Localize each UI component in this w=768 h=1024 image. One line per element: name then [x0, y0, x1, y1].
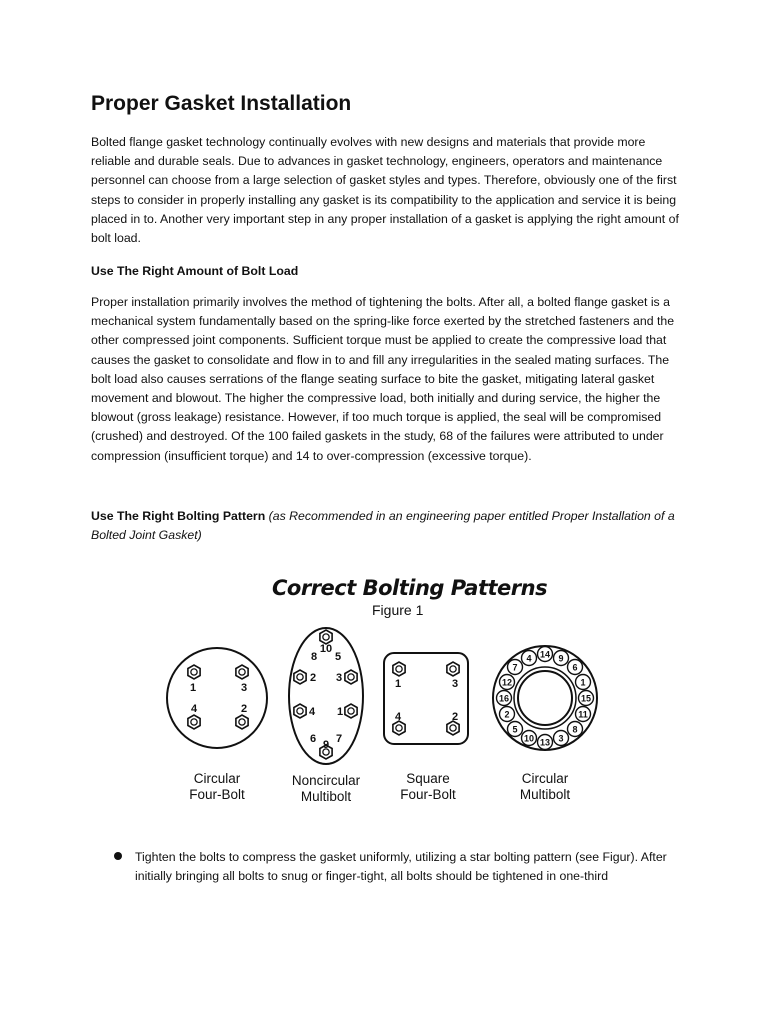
bolt-hex-icon [393, 662, 405, 676]
caption-noncircular-multibolt [271, 773, 381, 805]
bolt-number-label: 5 [334, 651, 342, 663]
circular-flange-outline [167, 648, 267, 748]
multibolt-bore [518, 671, 572, 725]
bolt-hex-icon [345, 704, 357, 718]
bolt-number-label: 9 [558, 653, 564, 664]
bolt-number-label: 11 [578, 709, 588, 720]
bolt-number-label: 9 [322, 739, 330, 751]
square-four-bolt-diagram [384, 653, 468, 744]
bolt-hole [323, 634, 329, 640]
bolt-hole [191, 719, 197, 725]
bolt-number-label: 3 [335, 672, 343, 684]
bolt-number-label: 10 [319, 643, 333, 655]
bolt-hex-icon [236, 715, 248, 729]
section-heading-bolting-pattern-text: Use The Right Bolting Pattern [91, 509, 266, 523]
bullet-marker [114, 852, 122, 860]
circular-four-bolt-diagram [167, 648, 267, 748]
bolt-number-label: 1 [394, 678, 402, 690]
bolt-number-label: 3 [451, 678, 459, 690]
bolt-number-label: 12 [501, 677, 513, 688]
bolt-number-label: 14 [539, 649, 551, 660]
bolt-number-label: 15 [580, 693, 592, 704]
bolt-hex-icon [236, 665, 248, 679]
bolt-number-label: 2 [504, 709, 510, 720]
section-heading-bolt-load: Use The Right Amount of Bolt Load [91, 264, 299, 278]
bolt-hole [348, 708, 354, 714]
bolt-hex-icon [294, 704, 306, 718]
bolt-hole [297, 708, 303, 714]
bolt-number-label: 6 [572, 662, 578, 673]
bolt-number-label: 1 [580, 677, 586, 688]
bolt-number-label: 7 [335, 733, 343, 745]
bolt-number-label: 16 [498, 693, 510, 704]
bolting-patterns-figure [160, 570, 620, 820]
intro-paragraph: Bolted flange gasket technology continually evolves with new designs and materials that provide more reliable and durable seals. Due to advances in gasket technology, engineers, operators and maintenance personnel can choose from a large selection of gasket styles and types. Therefore, obviously one of the first steps to consider in properly installing any gasket is its compatibility to the application and service it is being placed in to. Another very important step in any proper installation of a gasket is applying the right amount of bolt load. [91, 135, 679, 246]
bolt-number-label: 5 [512, 724, 518, 735]
bolt-number-label: 7 [512, 662, 518, 673]
caption-circular-multibolt [490, 771, 600, 803]
caption-square-four-bolt [373, 771, 483, 803]
bolt-hex-icon [447, 721, 459, 735]
bolt-hole [450, 666, 456, 672]
bolt-number-label: 2 [240, 703, 248, 715]
bolt-hex-icon [188, 665, 200, 679]
bolt-hex-icon [188, 715, 200, 729]
bolt-load-paragraph: Proper installation primarily involves the method of tightening the bolts. After all, a bolted flange gasket is a mechanical system fundamentally based on the spring-like force exerted by the stretched fasteners and the other compressed joint components. Sufficient torque must be applied to create the compressive load that causes the gasket to consolidate and flow in to and fill any irregularities in the sealed mating surfaces. The bolt load also causes serrations of the flange seating surface to bite the gasket, mitigating lateral gasket movement and blowout. The higher the compressive load, both initially and during service, the higher the blowout (gross leakage) resistance. However, if too much torque is applied, the seal will be compromised (crushed) and destroyed. Of the 100 failed gaskets in the study, 68 of the failures were attributed to under compression (insufficient torque) and 14 to over-compression (excessive torque). [91, 295, 675, 463]
caption-line: Noncircular [291, 773, 361, 788]
bolt-number-label: 8 [572, 724, 578, 735]
bolt-hex-icon [320, 630, 332, 644]
bolt-hex-icon [294, 670, 306, 684]
bolt-hex-icon [393, 721, 405, 735]
figure-subtitle: Figure 1 [372, 602, 424, 618]
bolt-number-label: 2 [451, 711, 459, 723]
bolt-number-label: 6 [309, 733, 317, 745]
bolt-hole [396, 725, 402, 731]
circular-multibolt-diagram [493, 646, 597, 750]
caption-line: Circular [521, 771, 569, 786]
bolt-number-label: 2 [309, 672, 317, 684]
bolt-number-label: 8 [310, 651, 318, 663]
bolt-hole [450, 725, 456, 731]
caption-line: Multibolt [519, 787, 571, 802]
bolt-number-label: 10 [523, 733, 535, 744]
bolt-number-label: 4 [394, 711, 402, 723]
bolt-number-label: 1 [189, 682, 197, 694]
bolt-hole [348, 674, 354, 680]
bolt-hex-icon [447, 662, 459, 676]
bolt-hole [191, 669, 197, 675]
multibolt-bore-ring [514, 667, 576, 729]
noncircular-multibolt-diagram [289, 628, 363, 764]
caption-circular-four-bolt [162, 771, 272, 803]
caption-line: Four-Bolt [400, 787, 456, 802]
bolt-hole [239, 719, 245, 725]
bolt-hole [297, 674, 303, 680]
caption-line: Four-Bolt [189, 787, 245, 802]
figure-title: Correct Bolting Patterns [272, 576, 548, 600]
bolt-number-label: 4 [190, 703, 198, 715]
bolt-hole [396, 666, 402, 672]
bolt-number-label: 13 [539, 737, 551, 748]
section-heading-bolting-pattern [91, 507, 681, 545]
caption-line: Multibolt [300, 789, 352, 804]
section-heading-bolting-pattern-note: (as Recommended in an engineering paper entitled Proper Installation of a Bolted Joint Gasket) [91, 509, 675, 543]
bolt-number-label: 1 [336, 706, 344, 718]
caption-line: Circular [193, 771, 241, 786]
bolt-number-label: 3 [240, 682, 248, 694]
page-title: Proper Gasket Installation [91, 92, 352, 115]
caption-line: Square [406, 771, 450, 786]
bolt-hole [239, 669, 245, 675]
bolt-number-label: 3 [558, 733, 564, 744]
bolt-number-label: 4 [308, 706, 316, 718]
bullet-paragraph: Tighten the bolts to compress the gasket uniformly, utilizing a star bolting pattern (see Figur). After initially bringing all bolts to snug or finger-tight, all bolts should be tightened in one-third [135, 850, 667, 884]
bolt-group [188, 665, 248, 729]
bolt-number-label: 4 [526, 653, 532, 664]
bolt-hex-icon [345, 670, 357, 684]
